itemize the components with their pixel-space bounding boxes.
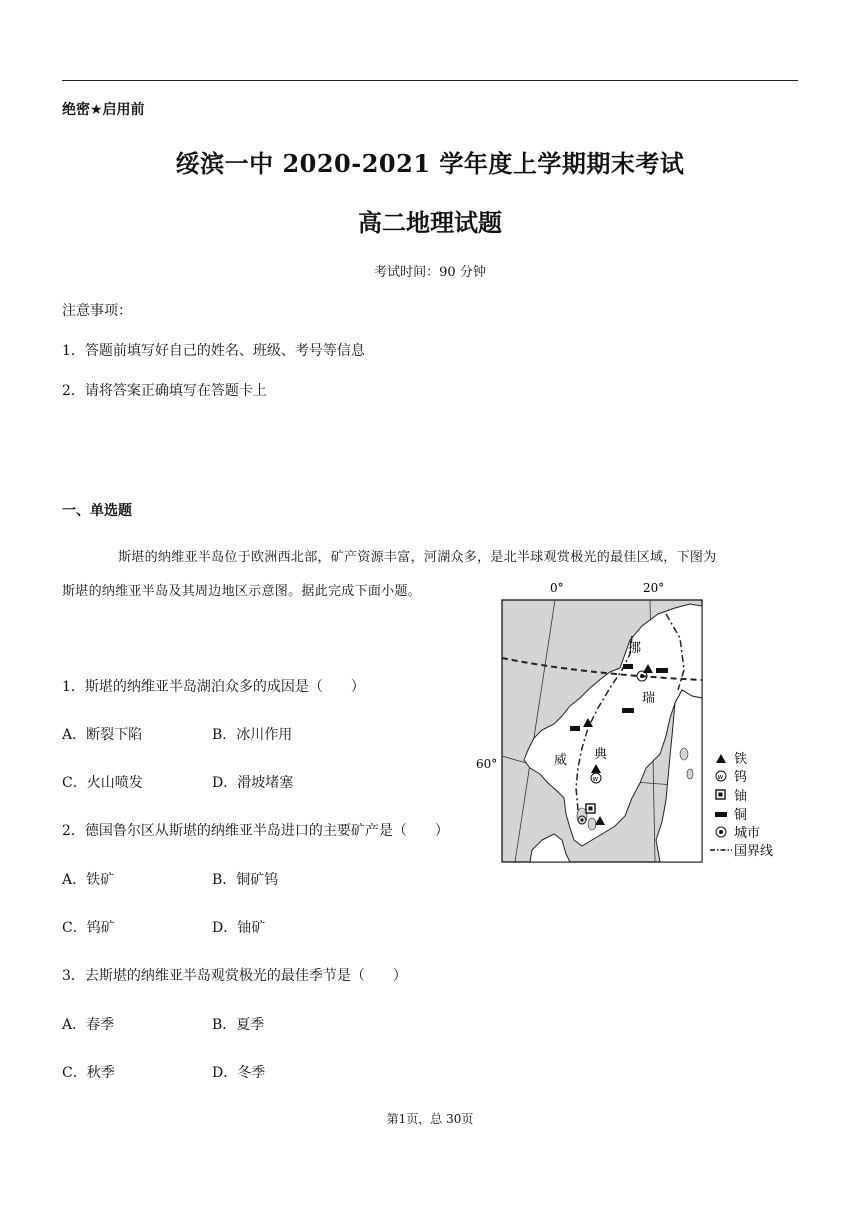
- uranium-square-icon: [589, 807, 593, 811]
- copper-bar-icon: [622, 708, 634, 713]
- country-label-norway-2: 威: [554, 753, 568, 768]
- legend-copper-icon: [715, 812, 727, 817]
- note-item: 1．答题前填写好自己的姓名、班级、考号等信息: [62, 343, 365, 359]
- legend-city-label: 城市: [734, 826, 761, 841]
- legend-tungsten-label: 钨: [734, 770, 748, 785]
- lon-label-0: 0°: [550, 581, 564, 595]
- q1-option-d: D．滑坡堵塞: [212, 775, 294, 791]
- legend-iron-label: 铁: [734, 752, 748, 767]
- legend-uranium-label: 铀: [734, 789, 748, 804]
- exam-title: 绥滨一中 2020-2021 学年度上学期期末考试: [175, 149, 685, 178]
- note-item: 2．请将答案正确填写在答题卡上: [62, 383, 267, 399]
- section-title: 一、单选题: [62, 503, 132, 519]
- city-circle-icon: [581, 819, 584, 822]
- q2-option-c: C．钨矿: [62, 920, 115, 936]
- exam-time: 考试时间：90 分钟: [374, 265, 486, 280]
- exam-subtitle: 高二地理试题: [358, 208, 502, 237]
- q3-option-a: A．春季: [62, 1017, 115, 1033]
- legend-city-icon: [719, 830, 723, 834]
- legend-iron-icon: [716, 754, 726, 763]
- notes-heading: 注意事项：: [62, 303, 132, 319]
- city-circle-icon: [640, 674, 644, 678]
- question-1: 1．斯堪的纳维亚半岛湖泊众多的成因是（ ）: [62, 679, 365, 695]
- secret-label: 绝密★启用前: [62, 102, 145, 118]
- section-intro-line1: 斯堪的纳维亚半岛位于欧洲西北部，矿产资源丰富，河湖众多，是北半球观赏极光的最佳区域，下图为: [118, 550, 717, 565]
- header-rule: [62, 80, 798, 81]
- q2-option-d: D．铀矿: [212, 920, 266, 936]
- legend-border-label: 国界线: [734, 844, 774, 859]
- q1-option-b: B．冰川作用: [212, 727, 293, 743]
- copper-bar-icon: [656, 668, 668, 673]
- legend-tungsten-icon: w: [717, 773, 724, 781]
- q1-option-a: A．断裂下陷: [62, 727, 143, 743]
- country-label-norway: 挪: [628, 641, 642, 656]
- q2-option-a: A．铁矿: [62, 872, 115, 888]
- lat-label-60: 60°: [476, 757, 498, 771]
- q3-option-b: B．夏季: [212, 1017, 265, 1033]
- section-intro-line2: 斯堪的纳维亚半岛及其周边地区示意图。据此完成下面小题。: [62, 584, 422, 599]
- question-2: 2．德国鲁尔区从斯堪的纳维亚半岛进口的主要矿产是（ ）: [62, 823, 449, 839]
- map-legend: [710, 751, 773, 859]
- tungsten-w-icon: w: [592, 775, 599, 783]
- q3-option-c: C．秋季: [62, 1065, 115, 1081]
- lon-label-20: 20°: [643, 581, 665, 595]
- country-label-sweden-1: 瑞: [642, 691, 656, 706]
- q2-option-b: B．铜矿钨: [212, 872, 279, 888]
- country-label-sweden-2: 典: [594, 747, 608, 762]
- copper-bar-icon: [570, 726, 580, 731]
- q1-option-c: C．火山喷发: [62, 775, 143, 791]
- copper-bar-icon: [623, 664, 633, 669]
- page-footer: 第1页，总 30页: [386, 1112, 474, 1126]
- q3-option-d: D．冬季: [212, 1065, 266, 1081]
- legend-uranium-icon: [719, 793, 723, 797]
- question-3: 3．去斯堪的纳维亚半岛观赏极光的最佳季节是（ ）: [62, 968, 407, 984]
- scandinavia-map: [470, 578, 800, 868]
- legend-copper-label: 铜: [734, 808, 748, 823]
